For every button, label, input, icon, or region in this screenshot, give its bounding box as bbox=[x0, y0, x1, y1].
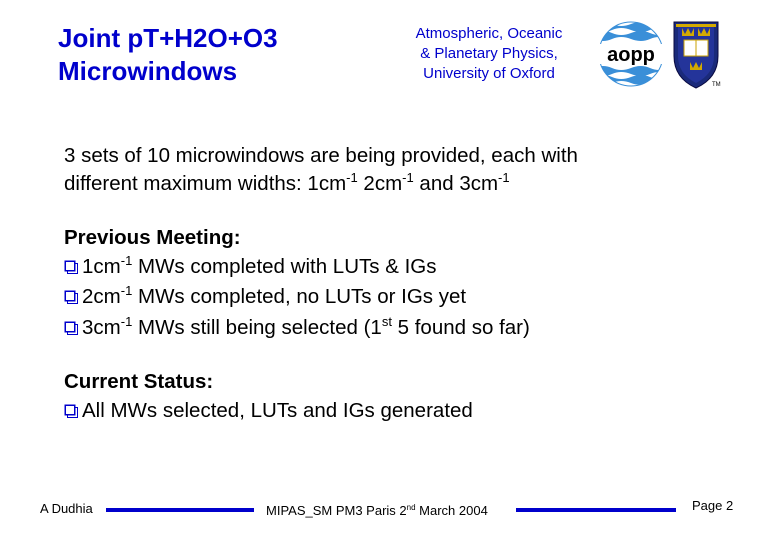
intro-text-part: and 3cm bbox=[413, 172, 499, 195]
footer-author: A Dudhia bbox=[40, 501, 93, 516]
current-status-section bbox=[64, 368, 704, 425]
slide-title-line-1: Joint pT+H2O+O3 bbox=[58, 23, 278, 53]
superscript: -1 bbox=[498, 170, 510, 185]
footer-rule-right bbox=[516, 508, 676, 512]
previous-meeting-heading: Previous Meeting: bbox=[64, 226, 241, 249]
current-status-heading: Current Status: bbox=[64, 370, 214, 393]
footer-rule-left bbox=[106, 508, 254, 512]
slide-title-line-2: Microwindows bbox=[58, 56, 238, 86]
department-line-2: & Planetary Physics, bbox=[420, 45, 558, 62]
list-item-text: MWs completed, no LUTs or IGs yet bbox=[132, 285, 467, 308]
list-item-text: 1cm bbox=[82, 254, 121, 278]
intro-text-part: different maximum widths: 1cm bbox=[64, 172, 347, 195]
footer-meeting-text: MIPAS_SM PM3 Paris 2 bbox=[266, 503, 407, 518]
list-item-text: 5 found so far) bbox=[391, 315, 530, 339]
square-bullet-icon bbox=[64, 254, 78, 268]
square-bullet-icon bbox=[64, 398, 78, 412]
aopp-logo bbox=[594, 20, 668, 88]
previous-meeting-section bbox=[64, 224, 704, 344]
footer-meeting bbox=[266, 503, 488, 518]
intro-line-2 bbox=[64, 170, 704, 200]
list-item bbox=[64, 397, 704, 426]
list-item-text: 2cm bbox=[82, 285, 121, 308]
list-item bbox=[64, 253, 704, 284]
square-bullet-icon bbox=[64, 315, 78, 329]
intro-line-1: 3 sets of 10 microwindows are being provided, each with bbox=[64, 144, 578, 167]
superscript: -1 bbox=[402, 170, 414, 185]
crest-trademark: TM bbox=[712, 82, 721, 88]
square-bullet-icon bbox=[64, 284, 78, 298]
list-item bbox=[64, 283, 704, 314]
slide-title bbox=[58, 22, 358, 88]
footer-page-number: Page 2 bbox=[692, 498, 734, 513]
svg-text:aopp: aopp bbox=[607, 44, 655, 66]
intro-text-part: 2cm bbox=[357, 172, 403, 195]
oxford-crest-icon bbox=[670, 18, 722, 90]
list-item bbox=[64, 314, 704, 345]
superscript: -1 bbox=[120, 313, 133, 329]
intro-text bbox=[64, 142, 704, 200]
department-line-1: Atmospheric, Oceanic bbox=[415, 25, 563, 42]
superscript: st bbox=[381, 313, 392, 329]
superscript: -1 bbox=[120, 283, 133, 298]
department-line-3: University of Oxford bbox=[423, 65, 555, 82]
department-name bbox=[378, 24, 600, 84]
list-item-text: 3cm bbox=[82, 315, 121, 339]
superscript: -1 bbox=[346, 170, 358, 185]
list-item-text: MWs completed with LUTs & IGs bbox=[132, 254, 437, 278]
footer-meeting-text: March 2004 bbox=[415, 503, 488, 518]
superscript: -1 bbox=[120, 252, 133, 268]
list-item-text: MWs still being selected (1 bbox=[132, 315, 382, 339]
superscript: nd bbox=[406, 503, 416, 512]
list-item-text: All MWs selected, LUTs and IGs generated bbox=[82, 398, 473, 422]
